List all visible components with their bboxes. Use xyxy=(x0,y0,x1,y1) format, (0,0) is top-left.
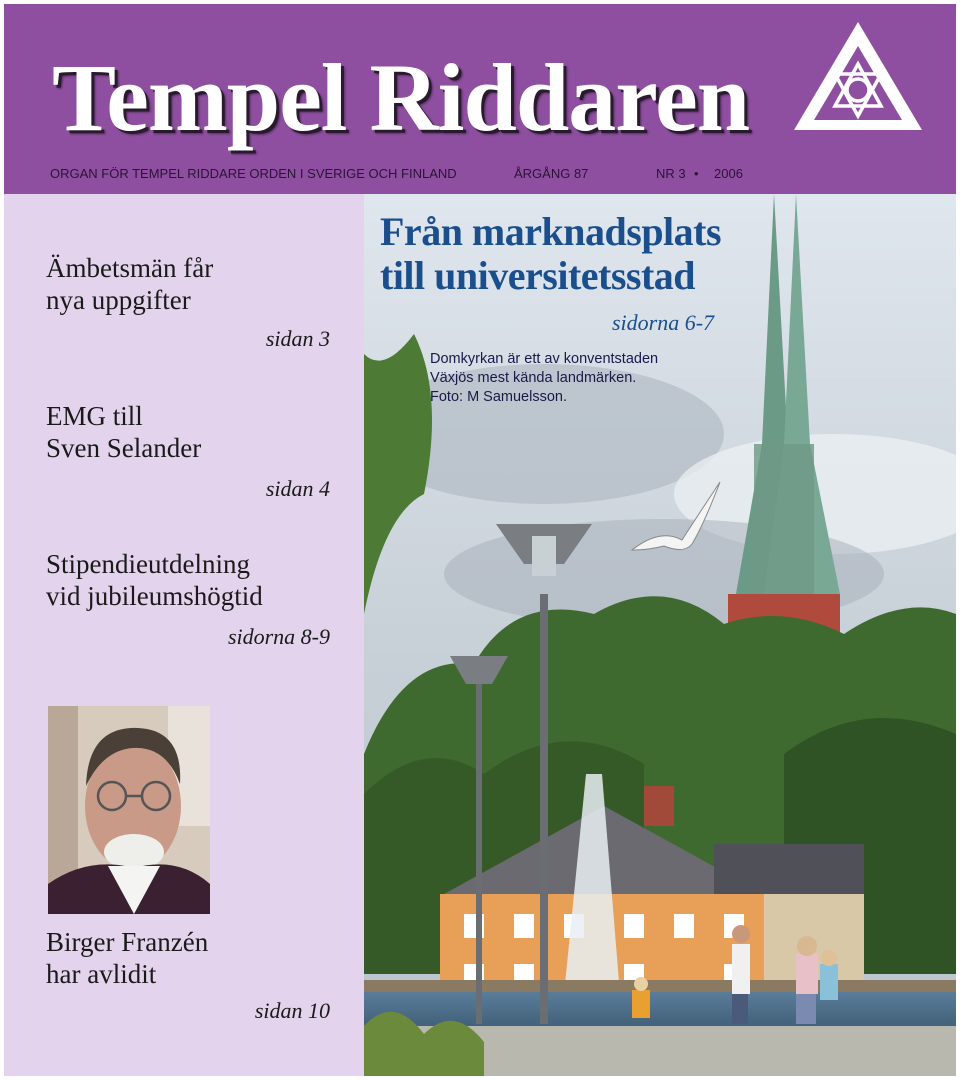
subtitle-volume: ÅRGÅNG 87 xyxy=(514,166,589,181)
portrait-photo xyxy=(48,706,210,914)
teaser-page-2: sidan 4 xyxy=(265,476,330,501)
photo-caption: Domkyrkan är ett av konventstaden Växjös mest kända landmärken. Foto: M Samuelsson. xyxy=(430,351,659,405)
teaser-title-3: Stipendieutdelning vid jubileumshögtid xyxy=(46,549,263,611)
masthead xyxy=(4,4,956,194)
cover-headline: Från marknadsplats till universitetsstad xyxy=(380,209,722,298)
teaser-title-2: EMG till Sven Selander xyxy=(46,401,202,463)
subtitle-issue: NR 3 xyxy=(656,166,686,181)
subtitle-year: 2006 xyxy=(714,166,743,181)
teaser-page-3: sidorna 8-9 xyxy=(227,624,330,649)
teaser-page-4: sidan 10 xyxy=(254,998,330,1023)
teaser-page-1: sidan 3 xyxy=(265,326,330,351)
teaser-title-4: Birger Franzén har avlidit xyxy=(46,927,209,989)
magazine-title: Tempel Riddaren xyxy=(52,44,750,151)
order-triangle-star-logo-icon xyxy=(788,16,928,138)
subtitle-bullet: • xyxy=(694,166,699,181)
subtitle-organ: ORGAN FÖR TEMPEL RIDDARE ORDEN I SVERIGE OCH FINLAND xyxy=(50,166,457,181)
cover-headline-page: sidorna 6-7 xyxy=(612,310,715,335)
teaser-title-1: Ämbetsmän får nya uppgifter xyxy=(46,253,214,315)
